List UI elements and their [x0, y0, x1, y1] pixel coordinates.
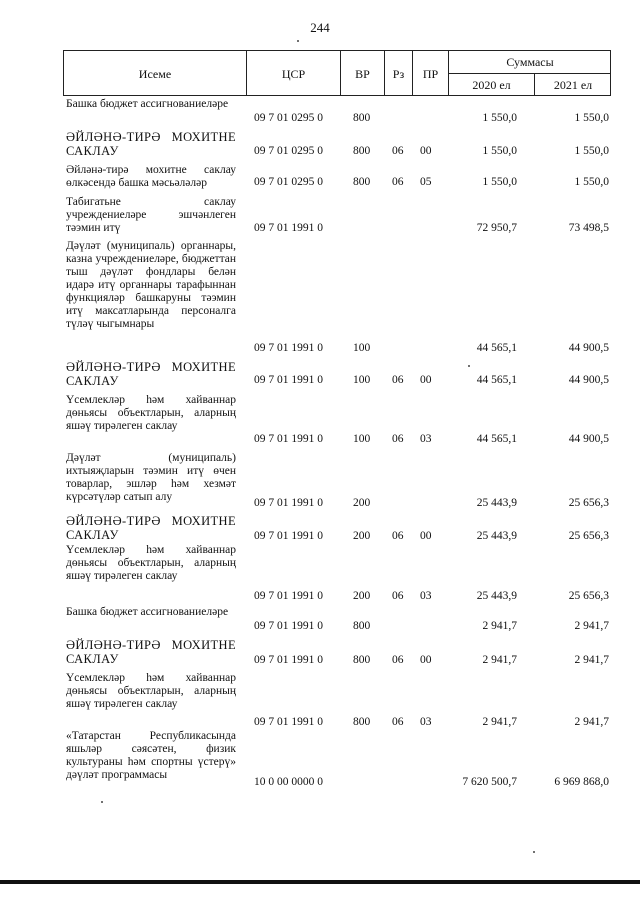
row-2020: 25 443,9	[476, 590, 517, 602]
row-name: Үсемлекләр һәм хайваннар дөньясы объектларын, аларның яшәү тирәлеген саклау	[66, 672, 236, 710]
row-2021: 25 656,3	[568, 590, 609, 602]
row-csr: 09 7 01 0295 0	[254, 176, 323, 188]
row-csr: 09 7 01 1991 0	[254, 374, 323, 386]
row-pr: 00	[420, 654, 432, 666]
row-name: Башка бюджет ассигнованиеләре	[66, 98, 229, 110]
row-2020: 1 550,0	[482, 112, 517, 124]
row-vr: 100	[353, 374, 371, 386]
row-2020: 2 941,7	[482, 654, 517, 666]
row-2021: 44 900,5	[568, 374, 609, 386]
header-2020: 2020 ел	[472, 77, 511, 92]
row-2021: 2 941,7	[574, 620, 609, 632]
header-name: Исеме	[138, 66, 172, 81]
row-pr: 03	[420, 433, 432, 445]
row-csr: 09 7 01 1991 0	[254, 590, 323, 602]
row-pr: 03	[420, 590, 432, 602]
row-2020: 2 941,7	[482, 716, 517, 728]
row-rz: 06	[392, 654, 404, 666]
row-vr: 200	[353, 590, 371, 602]
row-csr: 09 7 01 1991 0	[254, 654, 323, 666]
row-name: Башка бюджет ассигнованиеләре	[66, 606, 229, 618]
row-csr: 09 7 01 1991 0	[254, 530, 323, 542]
row-2021: 2 941,7	[574, 654, 609, 666]
row-2021: 25 656,3	[568, 497, 609, 509]
row-2020: 44 565,1	[476, 342, 517, 354]
row-rz: 06	[392, 716, 404, 728]
row-rz: 06	[392, 176, 404, 188]
row-2020: 2 941,7	[482, 620, 517, 632]
row-pr: 03	[420, 716, 432, 728]
page-number: 244	[310, 20, 330, 35]
row-pr: 05	[420, 176, 432, 188]
row-name: ӘЙЛӘНӘ-ТИРӘ МОХИТНЕ САКЛАУ	[66, 130, 236, 158]
row-csr: 09 7 01 1991 0	[254, 342, 323, 354]
row-rz: 06	[392, 145, 404, 157]
row-2020: 25 443,9	[476, 497, 517, 509]
row-name: Үсемлекләр һәм хайваннар дөньясы объектларын, аларның яшәү тирәлеген саклау	[66, 544, 236, 582]
row-vr: 100	[353, 342, 371, 354]
row-csr: 09 7 01 1991 0	[254, 620, 323, 632]
row-pr: 00	[420, 530, 432, 542]
row-rz: 06	[392, 374, 404, 386]
row-pr: 00	[420, 145, 432, 157]
row-csr: 09 7 01 1991 0	[254, 716, 323, 728]
row-2021: 1 550,0	[574, 112, 609, 124]
row-rz: 06	[392, 433, 404, 445]
header-sum: Суммасы	[506, 54, 554, 69]
row-csr: 09 7 01 0295 0	[254, 112, 323, 124]
row-vr: 800	[353, 716, 371, 728]
row-name: ӘЙЛӘНӘ-ТИРӘ МОХИТНЕ САКЛАУ	[66, 360, 236, 388]
row-csr: 10 0 00 0000 0	[254, 776, 323, 788]
row-csr: 09 7 01 1991 0	[254, 497, 323, 509]
row-rz: 06	[392, 590, 404, 602]
row-2020: 72 950,7	[476, 222, 517, 234]
row-2020: 1 550,0	[482, 145, 517, 157]
row-vr: 200	[353, 530, 371, 542]
scan-edge-bar	[0, 880, 640, 884]
row-rz: 06	[392, 530, 404, 542]
row-vr: 800	[353, 620, 371, 632]
row-name: ӘЙЛӘНӘ-ТИРӘ МОХИТНЕ САКЛАУ	[66, 514, 236, 542]
row-name: Табигатьне саклау учреждениеләре эшчәнлеген тәэмин итү	[66, 196, 236, 234]
row-2021: 1 550,0	[574, 176, 609, 188]
row-vr: 800	[353, 654, 371, 666]
row-2021: 44 900,5	[568, 342, 609, 354]
row-csr: 09 7 01 1991 0	[254, 433, 323, 445]
row-name: Әйләнә-тирә мохитне саклау өлкәсендә башка мәсьәләләр	[66, 164, 236, 189]
row-2020: 44 565,1	[476, 433, 517, 445]
row-csr: 09 7 01 0295 0	[254, 145, 323, 157]
row-2021: 1 550,0	[574, 145, 609, 157]
row-2021: 44 900,5	[568, 433, 609, 445]
row-name: Үсемлекләр һәм хайваннар дөньясы объектларын, аларның яшәү тирәлеген саклау	[66, 394, 236, 432]
row-2021: 6 969 868,0	[554, 776, 609, 788]
row-2021: 73 498,5	[568, 222, 609, 234]
row-2020: 7 620 500,7	[462, 776, 517, 788]
header-pr: ПР	[422, 66, 439, 81]
row-name: «Татарстан Республикасында яшьләр сәясәтен, физик культураны һәм спортны үстерү» дәүләт программасы	[66, 730, 236, 781]
row-vr: 800	[353, 112, 371, 124]
row-2021: 2 941,7	[574, 716, 609, 728]
header-vr: ВР	[355, 66, 370, 81]
row-2021: 25 656,3	[568, 530, 609, 542]
row-pr: 00	[420, 374, 432, 386]
row-vr: 200	[353, 497, 371, 509]
row-2020: 44 565,1	[476, 374, 517, 386]
row-vr: 800	[353, 176, 371, 188]
row-2020: 25 443,9	[476, 530, 517, 542]
row-csr: 09 7 01 1991 0	[254, 222, 323, 234]
row-name: ӘЙЛӘНӘ-ТИРӘ МОХИТНЕ САКЛАУ	[66, 638, 236, 666]
row-vr: 800	[353, 145, 371, 157]
row-name: Дәүләт (муниципаль) ихтыяҗларын тәэмин итү өчен товарлар, эшләр һәм хезмәт күрсәтүләр сатып алу	[66, 452, 236, 503]
header-csr: ЦСР	[281, 66, 306, 81]
row-2020: 1 550,0	[482, 176, 517, 188]
row-vr: 100	[353, 433, 371, 445]
row-name: Дәүләт (муниципаль) органнары, казна учреждениеләре, бюджеттан тыш дәүләт фондлары белән идарә итү органнары тарафыннан функцияләр башкаруны тәэмин итү максатларында персоналга түләү чыгымнары	[66, 240, 236, 330]
header-2021: 2021 ел	[553, 77, 593, 92]
header-rz: Рз	[392, 66, 405, 81]
table-header	[63, 50, 611, 96]
